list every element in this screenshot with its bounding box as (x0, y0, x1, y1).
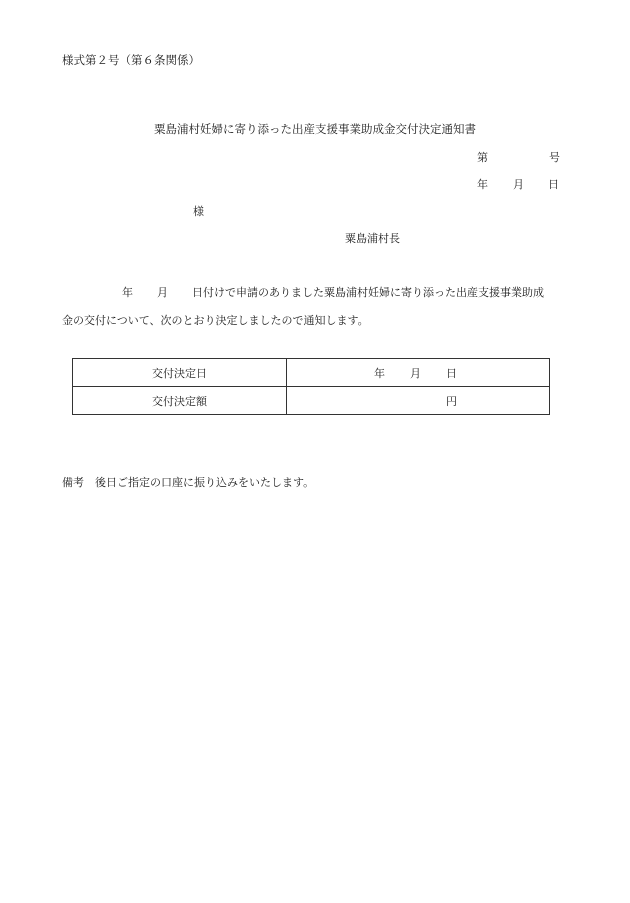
decision-amount-value (287, 387, 550, 415)
body-line-2: 金の交付について、次のとおり決定しましたので通知します。 (62, 314, 369, 327)
table-row (73, 387, 550, 415)
issue-date-day: 日 (548, 178, 559, 191)
body-year: 年 (122, 286, 133, 299)
decision-date-label: 交付決定日 (73, 359, 287, 387)
issuer-name: 粟島浦村長 (345, 232, 400, 245)
decision-date-value (287, 359, 550, 387)
addressee-honorific: 様 (193, 205, 204, 218)
table-row (73, 359, 550, 387)
document-title: 粟島浦村妊婦に寄り添った出産支援事業助成金交付決定通知書 (154, 122, 476, 136)
issue-date-year: 年 (477, 178, 488, 191)
remarks (62, 477, 314, 488)
body-month: 月 (157, 286, 168, 299)
decision-date-year: 年 (374, 367, 385, 380)
document-number-suffix: 号 (549, 151, 560, 164)
decision-amount-unit: 円 (446, 395, 457, 408)
decision-amount-label: 交付決定額 (73, 387, 287, 415)
decision-date-month: 月 (410, 367, 421, 380)
decision-date-day: 日 (446, 367, 457, 380)
decision-table (72, 358, 550, 415)
remarks-text: 後日ご指定の口座に振り込みをいたします。 (95, 476, 315, 489)
issue-date-month: 月 (513, 178, 524, 191)
form-number-label: 様式第２号（第６条関係） (62, 53, 200, 67)
body-line-1 (122, 287, 544, 298)
remarks-label: 備考 (62, 476, 84, 489)
document-number-prefix: 第 (477, 151, 488, 164)
body-text-line-1: 日付けで申請のありました粟島浦村妊婦に寄り添った出産支援事業助成 (192, 286, 544, 299)
